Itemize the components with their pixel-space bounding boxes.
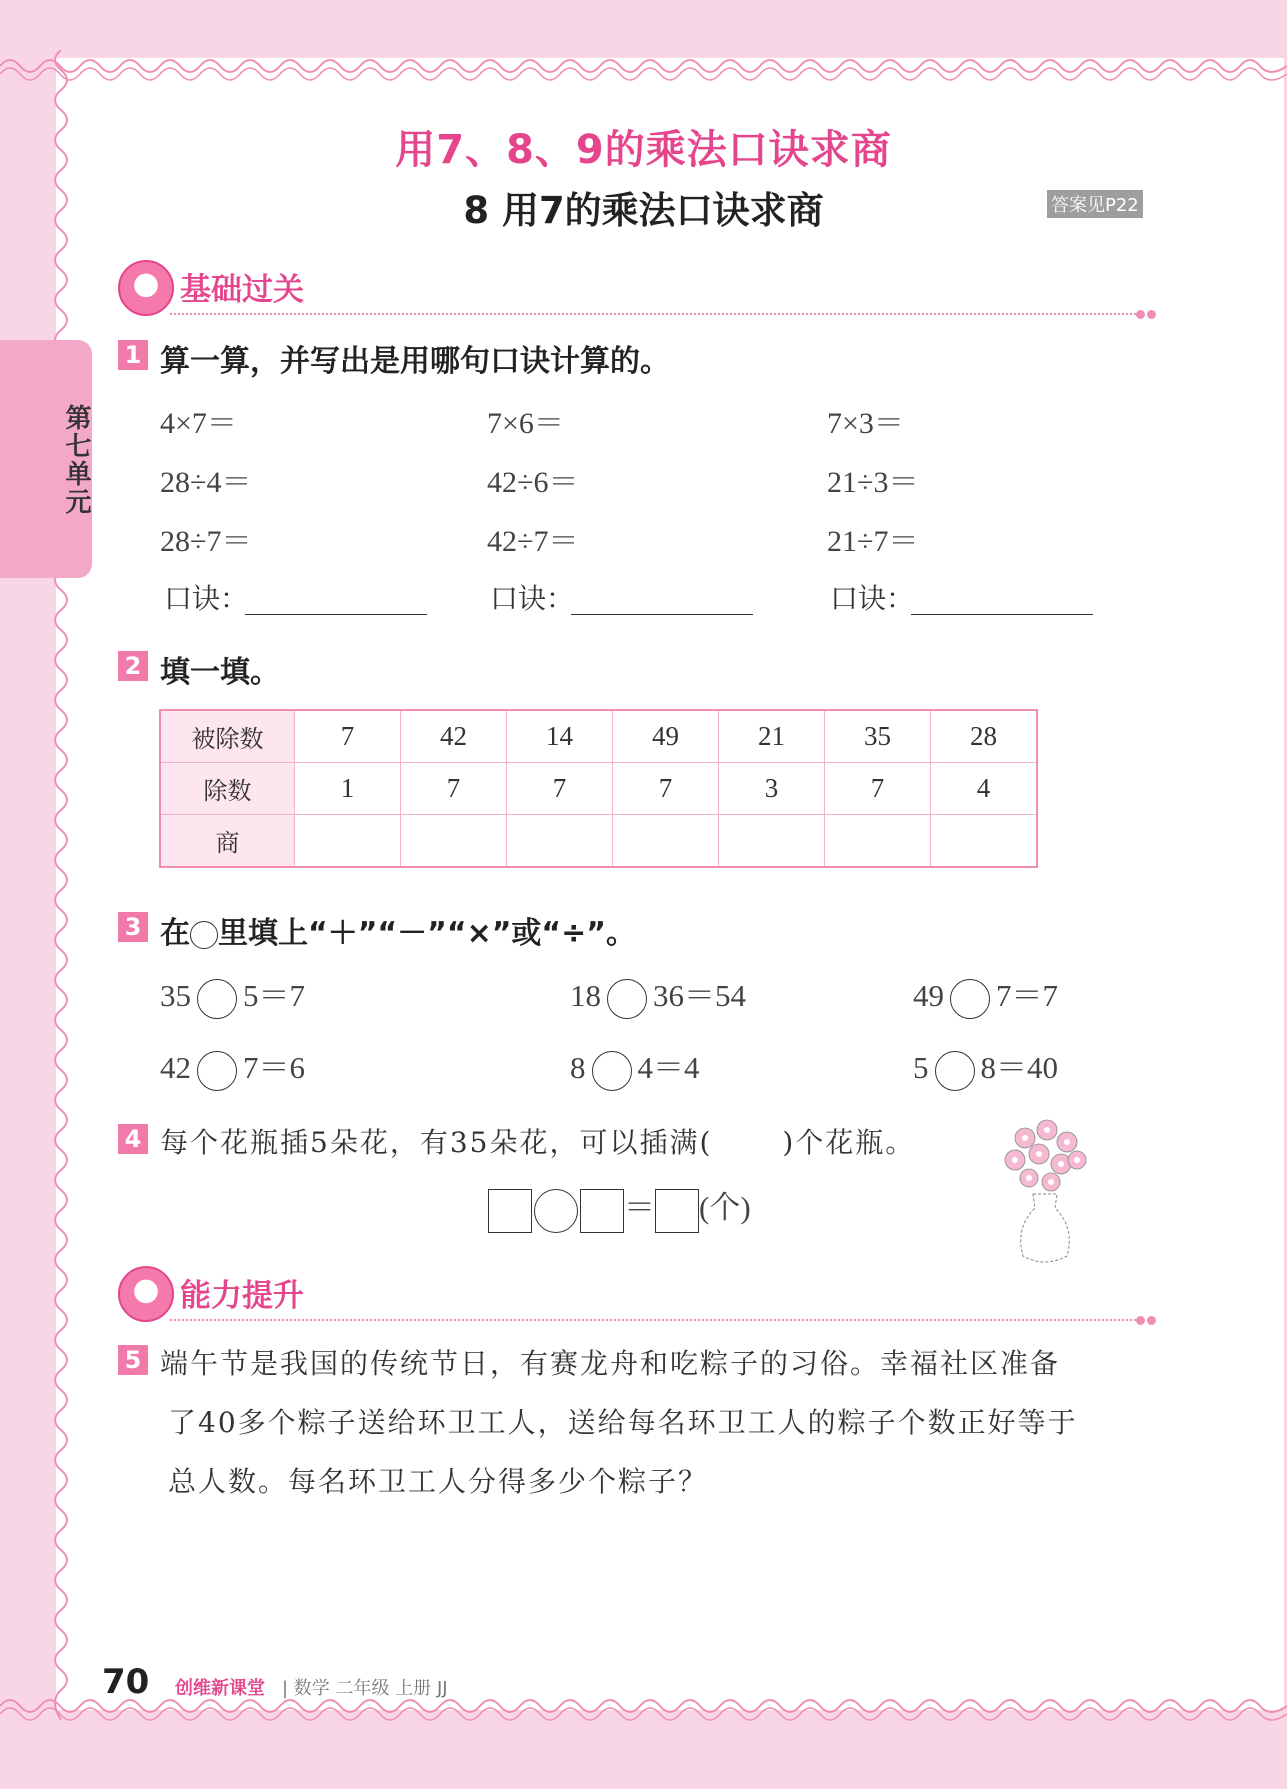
equation-right: 5＝7	[243, 978, 305, 1013]
question-3-prompt	[160, 908, 636, 952]
unit-label: (个)	[699, 1190, 751, 1225]
quotient-answer-cell[interactable]	[507, 815, 613, 868]
circle-icon	[190, 921, 218, 949]
bottom-wavy-border	[0, 1694, 1287, 1734]
page-number: 70	[102, 1662, 150, 1702]
section-divider	[170, 313, 1140, 315]
table-cell: 28	[931, 710, 1038, 763]
koujue-label: 口诀：	[164, 582, 249, 615]
question-1-prompt: 算一算，并写出是用哪句口诀计算的。	[160, 344, 670, 379]
lesson-group-title: 用7、8、9的乘法口诀求商	[395, 127, 892, 173]
section-header-advanced	[118, 1264, 1158, 1324]
q3-equation	[913, 970, 1058, 1019]
q4-equation-template	[488, 1182, 751, 1233]
q1-expression: 42÷6＝	[487, 466, 579, 499]
decorative-dots-icon	[1136, 1310, 1158, 1329]
q4-text-part-a: 每个花瓶插5朵花，有35朵花，可以插满(	[160, 1126, 713, 1159]
answer-reference-badge: 答案见P22	[1047, 190, 1143, 218]
table-cell: 1	[295, 763, 401, 815]
table-cell: 49	[613, 710, 719, 763]
equation-left: 18	[570, 978, 601, 1013]
q3-equation	[160, 970, 305, 1019]
book-info: | 数学 二年级 上册 JJ	[282, 1678, 448, 1699]
operator-answer-circle[interactable]	[592, 1051, 632, 1091]
table-cell: 7	[507, 763, 613, 815]
answer-box[interactable]	[488, 1189, 532, 1233]
equation-left: 42	[160, 1050, 191, 1085]
equation-left: 5	[913, 1050, 929, 1085]
koujue-answer-line[interactable]	[911, 614, 1093, 615]
operator-answer-circle[interactable]	[607, 979, 647, 1019]
table-cell: 4	[931, 763, 1038, 815]
operator-answer-circle[interactable]	[197, 1051, 237, 1091]
top-wavy-border	[0, 46, 1287, 86]
q3-prompt-part-b: 里填上“＋”“－”“×”或“÷”。	[218, 916, 637, 951]
question-number-4: 4	[118, 1124, 148, 1154]
q5-answer-area[interactable]	[160, 1520, 1160, 1670]
q3-equation	[160, 1042, 305, 1091]
q4-text-part-b: )个花瓶。	[782, 1126, 916, 1159]
question-2-prompt: 填一填。	[160, 655, 280, 690]
quotient-answer-cell[interactable]	[295, 815, 401, 868]
equation-right: 7＝6	[243, 1050, 305, 1085]
table-row-dividend	[160, 710, 1037, 763]
q1-expression: 4×7＝	[160, 407, 237, 440]
q3-equation	[570, 1042, 700, 1091]
q1-expression: 28÷4＝	[160, 466, 252, 499]
q1-expression: 21÷3＝	[827, 466, 919, 499]
q3-equation	[570, 970, 746, 1019]
flower-vase-illustration	[995, 1118, 1095, 1270]
table-cell: 7	[295, 710, 401, 763]
q1-expression: 28÷7＝	[160, 525, 252, 558]
equation-right: 7＝7	[996, 978, 1058, 1013]
row-header: 商	[160, 815, 295, 868]
koujue-label: 口诀：	[490, 582, 575, 615]
division-table	[159, 709, 1038, 868]
q1-expression: 7×6＝	[487, 407, 564, 440]
question-number-3: 3	[118, 912, 148, 942]
mascot-icon	[118, 1266, 174, 1322]
section-divider	[170, 1319, 1140, 1321]
section-title-basic: 基础过关	[180, 272, 304, 308]
table-cell: 7	[401, 763, 507, 815]
section-header-basic	[118, 258, 1158, 318]
table-cell: 42	[401, 710, 507, 763]
table-cell: 3	[719, 763, 825, 815]
answer-box[interactable]	[655, 1189, 699, 1233]
operator-answer-circle[interactable]	[534, 1189, 578, 1233]
brand-label: 创维新课堂	[175, 1678, 265, 1699]
koujue-answer-line[interactable]	[571, 614, 753, 615]
question-5-line-2: 了40多个粽子送给环卫工人，送给每名环卫工人的粽子个数正好等于	[168, 1406, 1078, 1439]
equation-right: 8＝40	[980, 1050, 1058, 1085]
unit-side-tab-label: 第七单元	[61, 404, 91, 516]
row-header: 被除数	[160, 710, 295, 763]
quotient-answer-cell[interactable]	[931, 815, 1038, 868]
table-cell: 35	[825, 710, 931, 763]
table-cell: 14	[507, 710, 613, 763]
table-row-quotient	[160, 815, 1037, 868]
q1-expression: 42÷7＝	[487, 525, 579, 558]
quotient-answer-cell[interactable]	[719, 815, 825, 868]
equation-right: 4＝4	[637, 1050, 700, 1085]
quotient-answer-cell[interactable]	[825, 815, 931, 868]
question-5-line-1: 端午节是我国的传统节日，有赛龙舟和吃粽子的习俗。幸福社区准备	[160, 1347, 1061, 1380]
table-cell: 7	[825, 763, 931, 815]
quotient-answer-cell[interactable]	[401, 815, 507, 868]
left-wavy-border	[46, 50, 76, 1720]
operator-answer-circle[interactable]	[950, 979, 990, 1019]
equation-left: 35	[160, 978, 191, 1013]
equation-left: 8	[570, 1050, 586, 1085]
question-number-2: 2	[118, 651, 148, 681]
question-4-text	[160, 1121, 915, 1161]
koujue-answer-line[interactable]	[245, 614, 427, 615]
decorative-dots-icon	[1136, 304, 1158, 323]
equals-sign: ＝	[624, 1190, 655, 1225]
table-cell: 7	[613, 763, 719, 815]
mascot-icon	[118, 260, 174, 316]
equation-left: 49	[913, 978, 944, 1013]
lesson-title: 8 用7的乘法口诀求商	[463, 189, 824, 232]
q1-expression: 7×3＝	[827, 407, 904, 440]
q1-expression: 21÷7＝	[827, 525, 919, 558]
operator-answer-circle[interactable]	[197, 979, 237, 1019]
equation-right: 36＝54	[653, 978, 746, 1013]
operator-answer-circle[interactable]	[935, 1051, 975, 1091]
koujue-label: 口诀：	[830, 582, 915, 615]
answer-box[interactable]	[580, 1189, 624, 1233]
row-header: 除数	[160, 763, 295, 815]
q3-equation	[913, 1042, 1058, 1091]
table-row-divisor	[160, 763, 1037, 815]
question-number-1: 1	[118, 340, 148, 370]
question-5-line-3: 总人数。每名环卫工人分得多少个粽子？	[168, 1465, 709, 1498]
table-cell: 21	[719, 710, 825, 763]
q3-prompt-part-a: 在	[160, 916, 190, 951]
question-number-5: 5	[118, 1345, 148, 1375]
section-title-advanced: 能力提升	[180, 1278, 304, 1314]
quotient-answer-cell[interactable]	[613, 815, 719, 868]
